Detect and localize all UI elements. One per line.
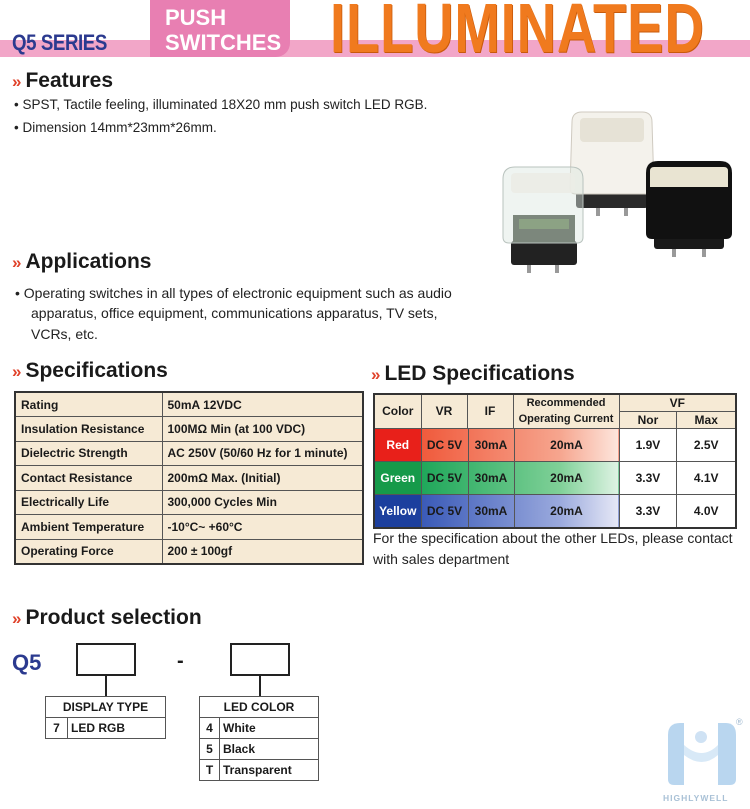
display-type-code-box [76,643,136,676]
applications-heading [12,250,151,274]
features-heading [12,69,113,93]
header-tab-text [165,5,281,55]
section-marker-icon: » [12,362,20,381]
table-row [15,490,363,515]
table-row [374,494,736,528]
col-header-max: Max [677,411,736,428]
specifications-heading [12,359,168,383]
spec-value: -10°C~ +60°C [162,515,363,540]
tab-line-2: SWITCHES [165,30,282,55]
table-row [200,718,319,739]
led-current-cell: 20mA [514,495,619,527]
features-heading-text: Features [25,69,114,92]
led-specifications-heading [371,362,575,386]
col-header-vf: VF [619,394,736,411]
led-color-cell: Red [374,428,421,461]
col-header-recommended [513,394,619,428]
applications-line: apparatus, office equipment, communications apparatus, TV sets, [31,305,438,321]
led-current-cell: 20mA [514,462,619,494]
spec-value: 50mA 12VDC [162,392,363,417]
led-nor-cell: 1.9V [619,428,677,461]
spec-value: 200 ± 100gf [162,539,363,564]
col-header-nor: Nor [619,411,677,428]
col-header-color: Color [374,394,421,428]
col-header-recommended-line2: Operating Current [518,413,614,426]
specifications-table [14,391,364,565]
table-row [15,441,363,466]
led-color-title: LED COLOR [200,697,319,718]
transparent-switch-image [497,163,589,273]
feature-item: • SPST, Tactile feeling, illuminated 18X20 mm push switch LED RGB. [14,97,428,112]
led-gradient-cells [421,461,619,494]
spec-key: Electrically Life [15,490,162,515]
spec-key: Ambient Temperature [15,515,162,540]
product-selection-heading-text: Product selection [25,606,202,629]
section-marker-icon: » [12,72,20,91]
black-switch-image [642,157,736,257]
display-type-code: 7 [46,718,68,739]
led-max-cell: 4.0V [677,494,736,528]
part-prefix: Q5 [12,650,42,675]
spec-value: 300,000 Cycles Min [162,490,363,515]
led-if-cell: 30mA [468,462,514,494]
spec-key: Contact Resistance [15,466,162,491]
part-separator: - [177,650,184,672]
led-vr-cell: DC 5V [426,470,463,485]
table-row [15,417,363,442]
led-gradient-cells [421,428,619,461]
table-row [15,515,363,540]
col-header-vr: VR [421,394,467,428]
led-current-cell: 20mA [514,429,619,461]
led-specifications-heading-text: LED Specifications [384,362,575,385]
table-row [200,739,319,760]
table-row [200,697,319,718]
led-nor-cell: 3.3V [619,461,677,494]
display-type-title: DISPLAY TYPE [46,697,166,718]
tab-line-1: PUSH [165,5,227,30]
led-color-label: White [220,718,319,739]
led-max-cell: 4.1V [677,461,736,494]
highlywell-logo [660,715,746,805]
led-color-label: Black [220,739,319,760]
led-color-code: T [200,760,220,781]
display-type-table [45,696,166,739]
led-color-table [199,696,319,781]
specifications-heading-text: Specifications [25,359,168,382]
spec-key: Rating [15,392,162,417]
table-row [15,392,363,417]
feature-item: • Dimension 14mm*23mm*26mm. [14,120,217,135]
table-row [15,466,363,491]
led-gradient-cells [421,494,619,528]
col-header-recommended-line1: Recommended [526,397,606,410]
spec-key: Insulation Resistance [15,417,162,442]
led-color-cell: Green [374,461,421,494]
table-row [46,697,166,718]
spec-key: Dielectric Strength [15,441,162,466]
display-type-label: LED RGB [68,718,166,739]
spec-key: Operating Force [15,539,162,564]
connector-line [105,676,107,696]
led-if-cell: 30mA [468,495,514,527]
table-row [374,428,736,461]
applications-line: • Operating switches in all types of electronic equipment such as audio [15,285,452,301]
table-row [46,718,166,739]
led-max-cell: 2.5V [677,428,736,461]
led-color-cell: Yellow [374,494,421,528]
led-note: For the specification about the other LEDs, please contact with sales department [373,530,733,567]
logo-text: HIGHLYWELL [663,793,729,803]
led-vr-cell: DC 5V [426,437,463,452]
table-row [15,539,363,564]
section-marker-icon: » [371,365,379,384]
connector-line [259,676,261,696]
led-color-code: 5 [200,739,220,760]
spec-value: 100MΩ Min (at 100 VDC) [162,417,363,442]
led-color-label: Transparent [220,760,319,781]
led-specifications-table [373,393,737,529]
product-selection-heading [12,606,202,630]
applications-heading-text: Applications [25,250,152,273]
applications-line: VCRs, etc. [31,326,98,342]
led-nor-cell: 3.3V [619,494,677,528]
led-color-code: 4 [200,718,220,739]
led-if-cell: 30mA [468,429,514,461]
led-vr-cell: DC 5V [426,503,463,518]
spec-value: AC 250V (50/60 Hz for 1 minute) [162,441,363,466]
section-marker-icon: » [12,609,20,628]
table-row [374,461,736,494]
col-header-if: IF [467,394,513,428]
spec-value: 200mΩ Max. (Initial) [162,466,363,491]
big-title: ILLUMINATED [330,0,705,67]
led-color-code-box [230,643,290,676]
table-header-row [374,394,736,411]
registered-mark: ® [736,717,743,727]
section-marker-icon: » [12,253,20,272]
table-row [200,760,319,781]
series-title: Q5 SERIES [12,30,107,55]
